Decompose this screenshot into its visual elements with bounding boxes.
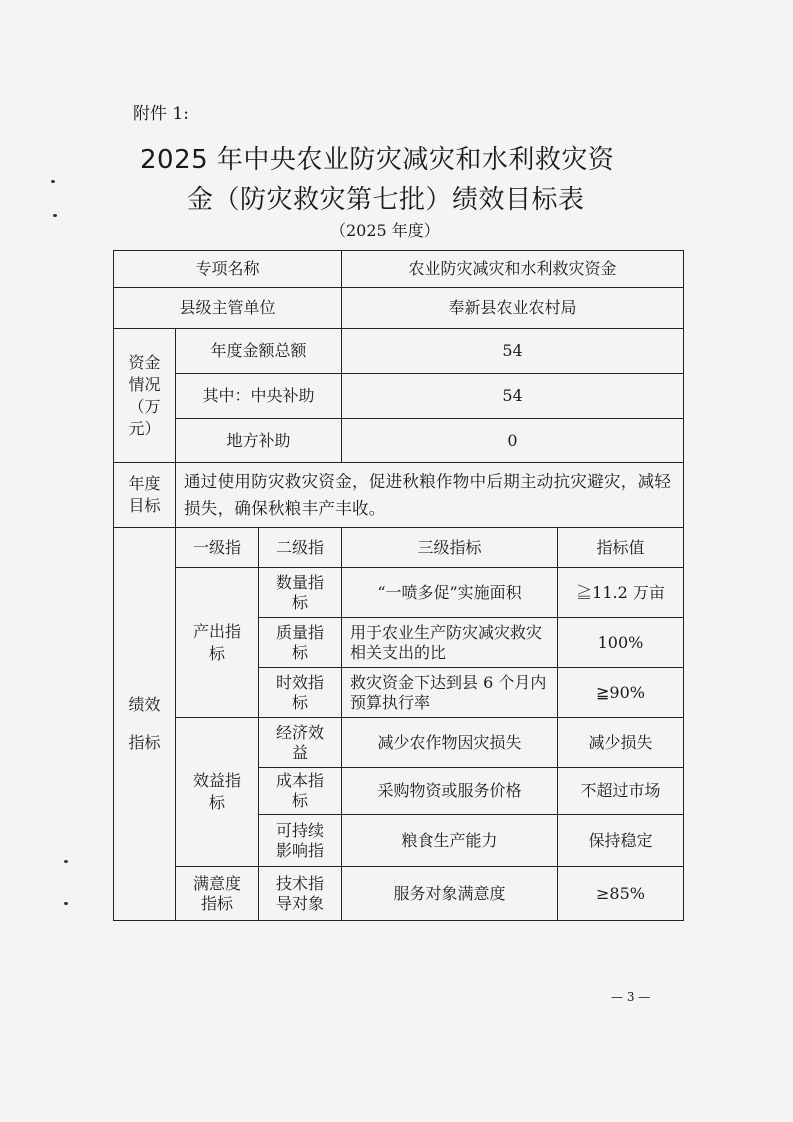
page-number: — 3 — bbox=[611, 990, 651, 1004]
table-row bbox=[114, 288, 684, 329]
indicator-level2 bbox=[259, 718, 342, 768]
indicator-level2 bbox=[259, 768, 342, 815]
level2-line-2: 标 bbox=[291, 791, 308, 810]
level2-line-2: 导对象 bbox=[275, 893, 324, 913]
funds-label-line-2: 情况 bbox=[128, 374, 161, 394]
local-subsidy-label: 地方补助 bbox=[176, 419, 342, 463]
table-row bbox=[114, 568, 684, 618]
indicator-level2 bbox=[259, 815, 342, 867]
output-indicator-label bbox=[176, 568, 259, 718]
table-row bbox=[114, 528, 684, 568]
level2-line-2: 标 bbox=[291, 642, 308, 662]
local-subsidy-value: 0 bbox=[342, 419, 684, 463]
level2-line-1: 数量指 bbox=[275, 572, 324, 592]
table-row bbox=[114, 867, 684, 921]
level2-line-1: 质量指 bbox=[275, 622, 324, 642]
benefit-label-line-1: 效益指 bbox=[192, 771, 241, 790]
level2-line-1: 技术指 bbox=[275, 873, 324, 893]
funds-label bbox=[114, 329, 176, 463]
scan-speck bbox=[64, 902, 68, 905]
title-line-1: 2025 年中央农业防灾减灾和水利救灾资 bbox=[140, 145, 615, 175]
col-header-level1: 一级指 bbox=[176, 528, 259, 568]
table-row bbox=[114, 463, 684, 528]
central-subsidy-value: 54 bbox=[342, 374, 684, 419]
col-header-level2: 二级指 bbox=[259, 528, 342, 568]
table-row bbox=[114, 718, 684, 768]
level2-line-2: 标 bbox=[291, 592, 308, 612]
benefit-indicator-label bbox=[176, 718, 259, 867]
indicator-level2 bbox=[259, 618, 342, 668]
indicator-value: ≧90% bbox=[558, 668, 684, 718]
col-header-value: 指标值 bbox=[558, 528, 684, 568]
dept-label: 县级主管单位 bbox=[114, 288, 342, 329]
level2-line-1: 可持续 bbox=[275, 820, 324, 840]
output-label-line-2: 标 bbox=[208, 643, 225, 663]
indicator-level3: 采购物资或服务价格 bbox=[342, 768, 558, 815]
attachment-label: 附件 1: bbox=[133, 104, 189, 124]
performance-label bbox=[114, 528, 176, 921]
indicator-value: 100% bbox=[558, 618, 684, 668]
indicator-value: 保持稳定 bbox=[558, 815, 684, 867]
project-name-value: 农业防灾减灾和水利救灾资金 bbox=[342, 251, 684, 288]
satisfaction-label-line-2: 指标 bbox=[200, 893, 233, 913]
indicator-level3: 减少农作物因灾损失 bbox=[342, 718, 558, 768]
annual-goal-label-line-1: 年度 bbox=[128, 474, 161, 493]
indicator-value: 不超过市场 bbox=[558, 768, 684, 815]
indicator-value: ≧11.2 万亩 bbox=[558, 568, 684, 618]
project-name-label: 专项名称 bbox=[114, 251, 342, 288]
level2-line-2: 影响指 bbox=[275, 840, 324, 860]
annual-total-label: 年度金额总额 bbox=[176, 329, 342, 374]
funds-label-line-1: 资金 bbox=[128, 352, 161, 372]
indicator-level3: 救灾资金下达到县 6 个月内预算执行率 bbox=[342, 668, 558, 718]
level2-line-2: 益 bbox=[291, 742, 308, 762]
year-subtitle: （2025 年度） bbox=[330, 221, 440, 240]
title-line-2: 金（防灾救灾第七批）绩效目标表 bbox=[187, 185, 585, 215]
table-row bbox=[114, 374, 684, 419]
funds-label-line-4: 元） bbox=[128, 418, 161, 438]
annual-total-value: 54 bbox=[342, 329, 684, 374]
dept-value: 奉新县农业农村局 bbox=[342, 288, 684, 329]
indicator-level3: 粮食生产能力 bbox=[342, 815, 558, 867]
level2-line-1: 时效指 bbox=[275, 672, 324, 692]
satisfaction-indicator-label bbox=[176, 867, 259, 921]
table-row bbox=[114, 329, 684, 374]
indicator-level2 bbox=[259, 668, 342, 718]
central-subsidy-label: 其中：中央补助 bbox=[176, 374, 342, 419]
satisfaction-label-line-1: 满意度 bbox=[192, 873, 241, 893]
annual-goal-label-line-2: 目标 bbox=[128, 496, 161, 515]
funds-label-line-3: （万 bbox=[128, 396, 161, 416]
indicator-value: ≥85% bbox=[558, 867, 684, 921]
annual-goal-text: 通过使用防灾救灾资金，促进秋粮作物中后期主动抗灾避灾，减轻损失，确保秋粮丰产丰收。 bbox=[176, 463, 684, 528]
indicator-level3: 用于农业生产防灾减灾救灾相关支出的比 bbox=[342, 618, 558, 668]
table-row bbox=[114, 419, 684, 463]
output-label-line-1: 产出指 bbox=[192, 621, 241, 641]
indicator-level3: 服务对象满意度 bbox=[342, 867, 558, 921]
performance-label-line-2: 指标 bbox=[128, 733, 161, 752]
level2-line-1: 经济效 bbox=[275, 722, 324, 742]
indicator-level2 bbox=[259, 867, 342, 921]
level2-line-1: 成本指 bbox=[275, 771, 324, 790]
performance-target-table bbox=[113, 250, 684, 921]
indicator-value: 减少损失 bbox=[558, 718, 684, 768]
table-row bbox=[114, 251, 684, 288]
scan-speck bbox=[51, 180, 55, 183]
performance-label-line-1: 绩效 bbox=[128, 695, 161, 714]
scan-speck bbox=[64, 860, 68, 863]
level2-line-2: 标 bbox=[291, 692, 308, 712]
scan-speck bbox=[53, 214, 57, 217]
indicator-level2 bbox=[259, 568, 342, 618]
benefit-label-line-2: 标 bbox=[208, 793, 225, 812]
indicator-level3: “一喷多促”实施面积 bbox=[342, 568, 558, 618]
annual-goal-label bbox=[114, 463, 176, 528]
document-title bbox=[140, 140, 680, 220]
col-header-level3: 三级指标 bbox=[342, 528, 558, 568]
